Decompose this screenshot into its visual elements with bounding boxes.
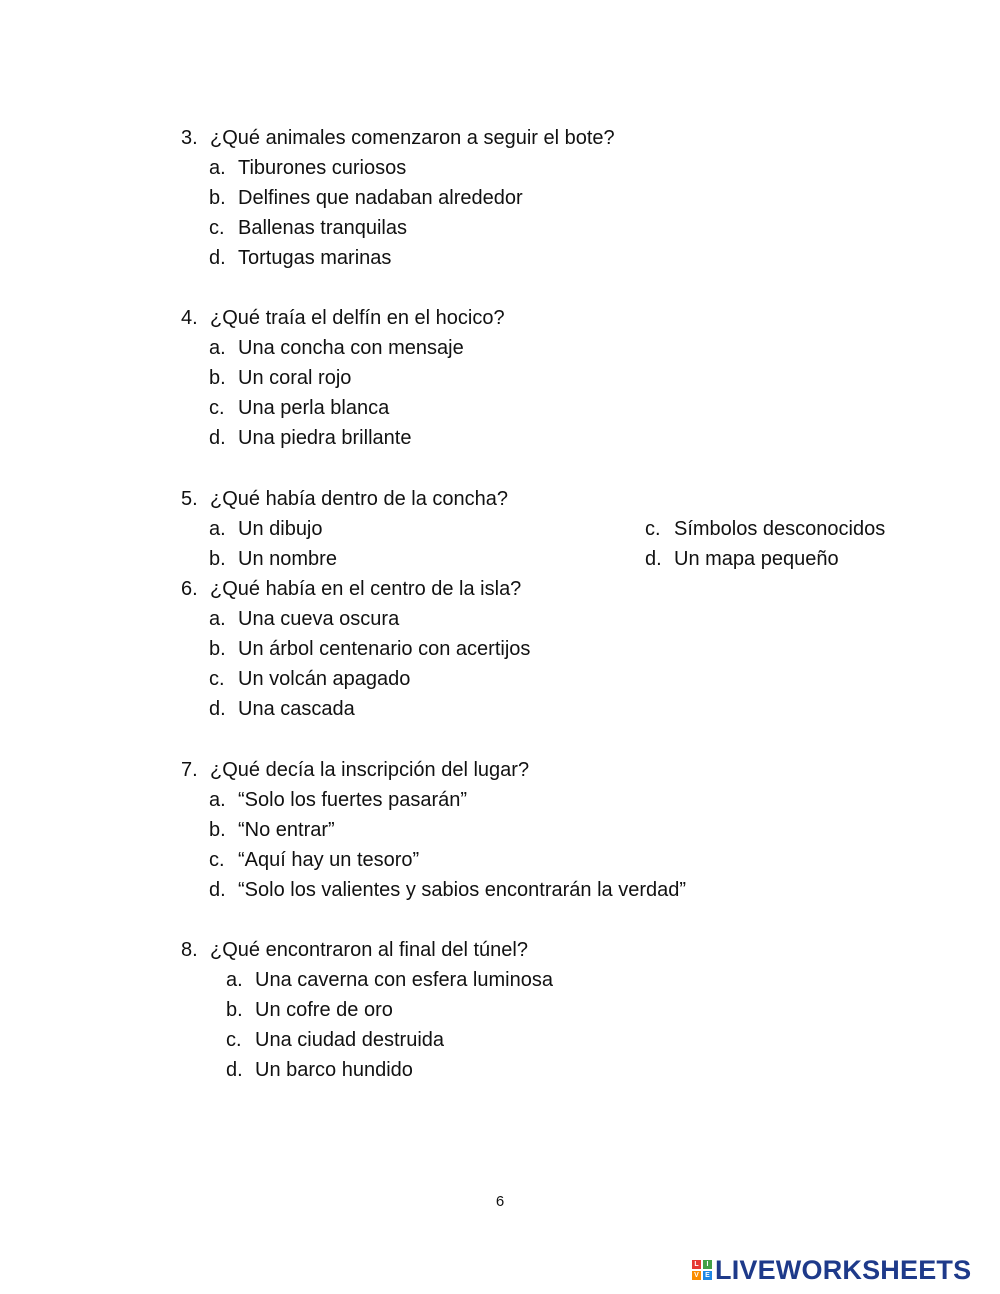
question-8 [181, 938, 528, 962]
option-text: Una piedra brillante [238, 427, 412, 449]
question-text: ¿Qué había dentro de la concha? [210, 488, 508, 510]
option [209, 396, 389, 420]
logo-mark-tile: I [703, 1260, 712, 1269]
option-letter: c. [226, 1029, 242, 1051]
option-text: Tortugas marinas [238, 247, 392, 269]
question-number: 8. [181, 939, 198, 961]
option-letter: c. [209, 849, 225, 871]
option-letter: a. [209, 157, 226, 179]
option [209, 848, 419, 872]
option-text: Tiburones curiosos [238, 157, 407, 179]
page-number: 6 [495, 1193, 505, 1210]
question-text: ¿Qué encontraron al final del túnel? [210, 939, 528, 961]
question-text: ¿Qué decía la inscripción del lugar? [210, 759, 530, 781]
option-letter: a. [209, 337, 226, 359]
option [209, 818, 335, 842]
option [226, 968, 553, 992]
option-text: Ballenas tranquilas [238, 217, 407, 239]
question-4 [181, 306, 505, 330]
option-text: “Solo los fuertes pasarán” [238, 789, 468, 811]
logo-text: LIVEWORKSHEETS [715, 1254, 972, 1285]
option-letter: b. [209, 548, 226, 570]
option [209, 517, 323, 541]
question-3 [181, 126, 615, 150]
logo-mark-tile: V [692, 1271, 701, 1280]
option [209, 246, 391, 270]
option-text: “No entrar” [238, 819, 335, 841]
option-letter: d. [645, 548, 662, 570]
option-text: Un cofre de oro [255, 999, 393, 1021]
option-text: Una caverna con esfera luminosa [255, 969, 553, 991]
option-letter: a. [226, 969, 243, 991]
option-letter: c. [209, 217, 225, 239]
option-letter: d. [226, 1059, 243, 1081]
option [209, 366, 351, 390]
question-number: 4. [181, 307, 198, 329]
option [645, 547, 839, 571]
option-letter: d. [209, 698, 226, 720]
option-text: “Solo los valientes y sabios encontrarán la verdad” [238, 879, 687, 901]
option-letter: b. [209, 638, 226, 660]
option [226, 1028, 444, 1052]
option [645, 517, 885, 541]
liveworksheets-logo[interactable] [692, 1255, 971, 1285]
option-text: Símbolos desconocidos [674, 518, 886, 540]
option-text: “Aquí hay un tesoro” [238, 849, 420, 871]
option-text: Una ciudad destruida [255, 1029, 445, 1051]
option [209, 426, 411, 450]
option [209, 216, 407, 240]
option [209, 186, 523, 210]
option [209, 336, 464, 360]
option-letter: a. [209, 789, 226, 811]
option-letter: c. [645, 518, 661, 540]
option-text: Un árbol centenario con acertijos [238, 638, 531, 660]
option-text: Un dibujo [238, 518, 323, 540]
option-text: Un coral rojo [238, 367, 352, 389]
option-text: Una cascada [238, 698, 355, 720]
question-5 [181, 487, 508, 511]
question-number: 5. [181, 488, 198, 510]
question-7 [181, 758, 529, 782]
option-letter: b. [209, 819, 226, 841]
option-letter: b. [226, 999, 243, 1021]
option-letter: c. [209, 668, 225, 690]
option-letter: d. [209, 247, 226, 269]
option-text: Una cueva oscura [238, 608, 400, 630]
option-text: Un mapa pequeño [674, 548, 839, 570]
option-text: Un nombre [238, 548, 337, 570]
question-number: 3. [181, 127, 198, 149]
option-letter: d. [209, 879, 226, 901]
question-text: ¿Qué animales comenzaron a seguir el bote? [210, 127, 615, 149]
question-number: 7. [181, 759, 198, 781]
option-text: Una perla blanca [238, 397, 390, 419]
option-letter: d. [209, 427, 226, 449]
question-text: ¿Qué traía el delfín en el hocico? [210, 307, 505, 329]
question-number: 6. [181, 578, 198, 600]
option-letter: c. [209, 397, 225, 419]
option-letter: b. [209, 367, 226, 389]
option [226, 1058, 413, 1082]
option [209, 637, 530, 661]
option-letter: b. [209, 187, 226, 209]
option-text: Un volcán apagado [238, 668, 411, 690]
option-text: Un barco hundido [255, 1059, 413, 1081]
option-text: Delfines que nadaban alrededor [238, 187, 523, 209]
question-text: ¿Qué había en el centro de la isla? [210, 578, 522, 600]
question-6 [181, 577, 521, 601]
option [209, 667, 410, 691]
logo-mark-tile: L [692, 1260, 701, 1269]
option [209, 607, 399, 631]
option [209, 697, 355, 721]
option-letter: a. [209, 518, 226, 540]
logo-mark-icon [692, 1260, 712, 1280]
option [226, 998, 393, 1022]
option-text: Una concha con mensaje [238, 337, 464, 359]
option-letter: a. [209, 608, 226, 630]
option [209, 156, 406, 180]
option [209, 788, 467, 812]
logo-mark-tile: E [703, 1271, 712, 1280]
option [209, 547, 337, 571]
option [209, 878, 686, 902]
